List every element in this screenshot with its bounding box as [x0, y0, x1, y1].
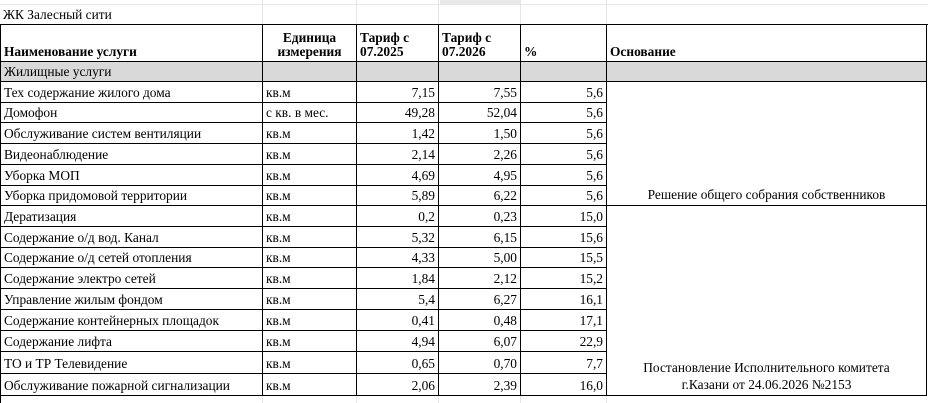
- cell-unit[interactable]: кв.м: [263, 310, 357, 331]
- cell-tariff-2026[interactable]: 1,50: [439, 123, 521, 144]
- cell-tariff-2026[interactable]: 0,23: [439, 206, 521, 227]
- cell-service[interactable]: Обслуживание систем вентиляции: [1, 123, 263, 144]
- cell-tariff-2025[interactable]: 0,65: [357, 352, 439, 374]
- cell-service[interactable]: Обслуживание пожарной сигнализации: [1, 374, 263, 396]
- cell-percent[interactable]: 17,1: [521, 310, 607, 331]
- section-cell[interactable]: [263, 62, 357, 82]
- header-tariff-2026[interactable]: [439, 25, 521, 62]
- cell-service[interactable]: Уборка придомовой территории: [1, 186, 263, 206]
- cell-service[interactable]: Содержание о/д вод. Канал: [1, 227, 263, 248]
- cell-percent[interactable]: 15,2: [521, 268, 607, 289]
- cell-tariff-2026[interactable]: 4,95: [439, 165, 521, 186]
- cell-tariff-2025[interactable]: 5,32: [357, 227, 439, 248]
- cell-tariff-2026[interactable]: 6,27: [439, 289, 521, 310]
- section-cell[interactable]: [521, 62, 607, 82]
- header-unit[interactable]: [263, 25, 357, 62]
- cell-percent[interactable]: 5,6: [521, 165, 607, 186]
- cell-tariff-2025[interactable]: 1,42: [357, 123, 439, 144]
- header-basis[interactable]: Основание: [607, 25, 927, 62]
- cell-percent[interactable]: 15,0: [521, 206, 607, 227]
- cell-tariff-2025[interactable]: 0,41: [357, 310, 439, 331]
- sheet-title[interactable]: ЖК Залесный сити: [3, 7, 112, 22]
- cell-service[interactable]: Содержание электро сетей: [1, 268, 263, 289]
- cell-tariff-2025[interactable]: 49,28: [357, 103, 439, 123]
- cell-tariff-2026[interactable]: 0,70: [439, 352, 521, 374]
- basis-cell-executive-committee[interactable]: Постановление Исполнительного комитета г.Казани от 24.06.2026 №2153: [607, 206, 927, 396]
- cell-service[interactable]: Содержание о/д сетей отопления: [1, 248, 263, 268]
- cell-unit[interactable]: кв.м: [263, 123, 357, 144]
- cell-tariff-2025[interactable]: 2,06: [357, 374, 439, 396]
- cell-tariff-2025[interactable]: 2,14: [357, 144, 439, 165]
- cell-tariff-2026[interactable]: 52,04: [439, 103, 521, 123]
- cell-tariff-2026[interactable]: 6,15: [439, 227, 521, 248]
- cell-unit[interactable]: кв.м: [263, 248, 357, 268]
- cell-unit[interactable]: кв.м: [263, 331, 357, 352]
- cell-tariff-2025[interactable]: 0,2: [357, 206, 439, 227]
- cell-percent[interactable]: 16,0: [521, 374, 607, 396]
- header-service[interactable]: Наименование услуги: [1, 25, 263, 62]
- cell-percent[interactable]: 16,1: [521, 289, 607, 310]
- cell-unit[interactable]: кв.м: [263, 165, 357, 186]
- cell-tariff-2026[interactable]: 5,00: [439, 248, 521, 268]
- cell-tariff-2026[interactable]: 6,22: [439, 186, 521, 206]
- cell-tariff-2025[interactable]: 1,84: [357, 268, 439, 289]
- section-cell[interactable]: [607, 62, 927, 82]
- cell-tariff-2025[interactable]: 5,4: [357, 289, 439, 310]
- cell-unit[interactable]: кв.м: [263, 206, 357, 227]
- cell-service[interactable]: Видеонаблюдение: [1, 144, 263, 165]
- cell-unit[interactable]: кв.м: [263, 144, 357, 165]
- cell-percent[interactable]: 22,9: [521, 331, 607, 352]
- grid-top-line: [0, 4, 928, 5]
- section-label[interactable]: Жилищные услуги: [1, 62, 263, 82]
- cell-unit[interactable]: кв.м: [263, 268, 357, 289]
- cell-unit[interactable]: с кв. в мес.: [263, 103, 357, 123]
- cell-tariff-2026[interactable]: 2,12: [439, 268, 521, 289]
- section-cell[interactable]: [357, 62, 439, 82]
- cell-tariff-2026[interactable]: 2,39: [439, 374, 521, 396]
- cell-percent[interactable]: 5,6: [521, 144, 607, 165]
- cell-tariff-2026[interactable]: 2,26: [439, 144, 521, 165]
- cell-percent[interactable]: 5,6: [521, 186, 607, 206]
- cell-unit[interactable]: кв.м: [263, 352, 357, 374]
- cell-tariff-2025[interactable]: 4,33: [357, 248, 439, 268]
- cell-tariff-2026[interactable]: 6,07: [439, 331, 521, 352]
- cell-tariff-2025[interactable]: 5,89: [357, 186, 439, 206]
- cell-service[interactable]: Дератизация: [1, 206, 263, 227]
- header-percent[interactable]: %: [521, 25, 607, 62]
- cell-percent[interactable]: 5,6: [521, 123, 607, 144]
- cell-percent[interactable]: 15,5: [521, 248, 607, 268]
- cell-percent[interactable]: 5,6: [521, 103, 607, 123]
- cell-service[interactable]: ТО и ТР Телевидение: [1, 352, 263, 374]
- cell-unit[interactable]: кв.м: [263, 186, 357, 206]
- cell-service[interactable]: Домофон: [1, 103, 263, 123]
- basis-cell-general-meeting[interactable]: Решение общего собрания собственников: [607, 82, 927, 206]
- cell-service[interactable]: Содержание контейнерных площадок: [1, 310, 263, 331]
- cell-service[interactable]: Содержание лифта: [1, 331, 263, 352]
- header-tariff-2026-text: Тариф с 07.2026: [442, 30, 492, 59]
- cell-service[interactable]: Уборка МОП: [1, 165, 263, 186]
- header-unit-text: Единица измерения: [277, 30, 342, 59]
- cell-percent[interactable]: 5,6: [521, 82, 607, 103]
- section-cell[interactable]: [439, 62, 521, 82]
- cell-unit[interactable]: кв.м: [263, 289, 357, 310]
- cell-unit[interactable]: кв.м: [263, 82, 357, 103]
- header-tariff-2025-text: Тариф с 07.2025: [360, 30, 410, 59]
- cell-tariff-2025[interactable]: 7,15: [357, 82, 439, 103]
- cell-tariff-2025[interactable]: 4,94: [357, 331, 439, 352]
- cell-service[interactable]: Управление жилым фондом: [1, 289, 263, 310]
- cell-unit[interactable]: кв.м: [263, 227, 357, 248]
- cell-percent[interactable]: 15,6: [521, 227, 607, 248]
- header-tariff-2025[interactable]: [357, 25, 439, 62]
- cell-percent[interactable]: 7,7: [521, 352, 607, 374]
- cell-tariff-2026[interactable]: 7,55: [439, 82, 521, 103]
- cell-service[interactable]: Тех содержание жилого дома: [1, 82, 263, 103]
- cell-unit[interactable]: кв.м: [263, 374, 357, 396]
- cell-tariff-2026[interactable]: 0,48: [439, 310, 521, 331]
- cell-tariff-2025[interactable]: 4,69: [357, 165, 439, 186]
